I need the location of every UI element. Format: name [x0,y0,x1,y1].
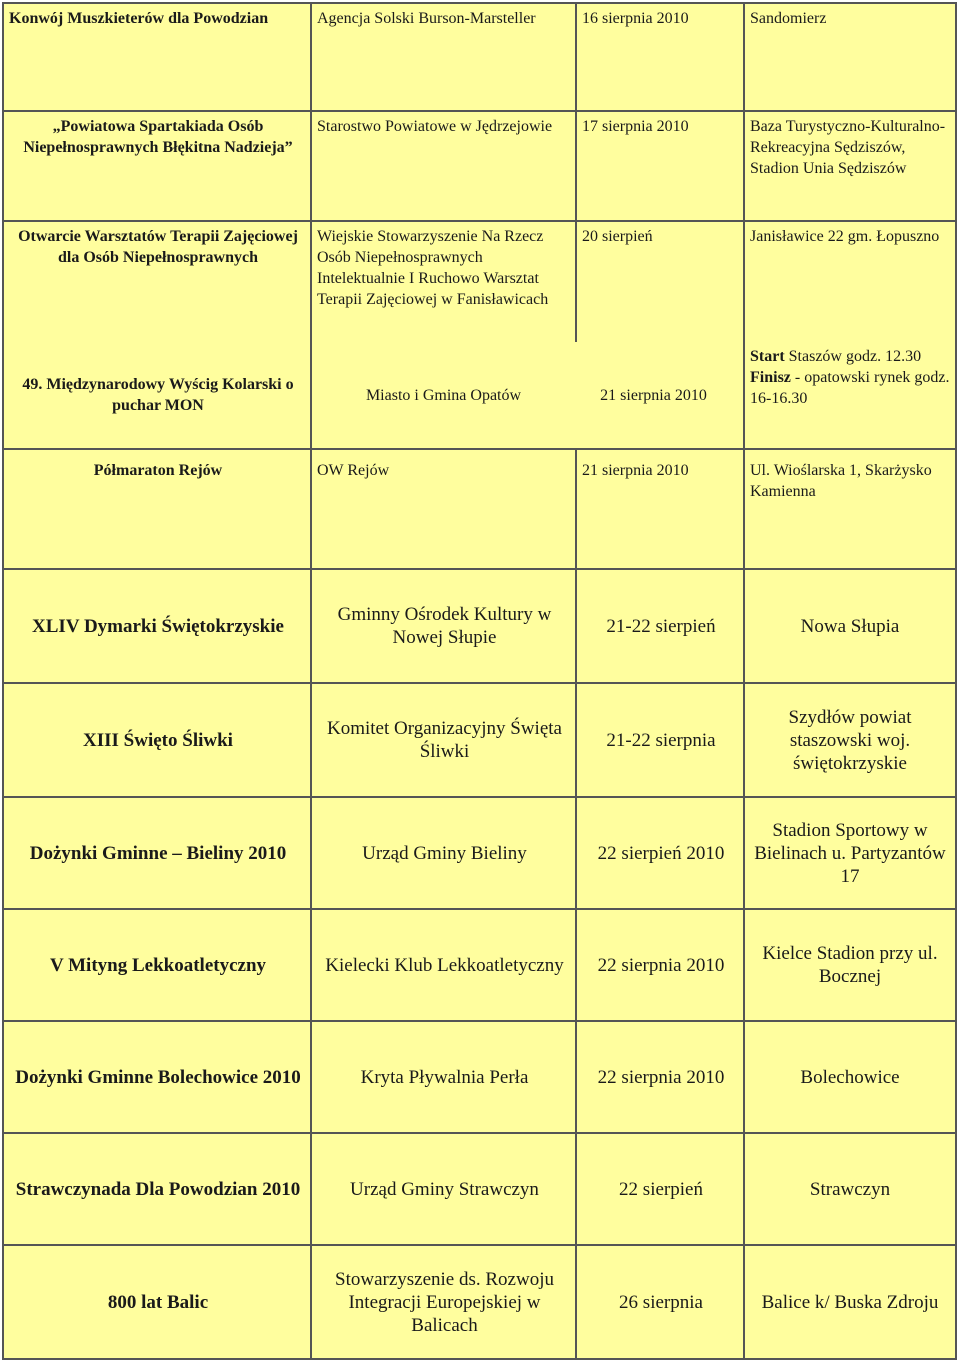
event-date: 20 sierpień [582,228,653,245]
event-organizer [312,1134,577,1244]
table-row [4,342,955,450]
event-date [577,684,745,796]
event-name-text: V Mityng Lekkoatletyczny [49,954,267,976]
event-name-text: Dożynki Gminne Bolechowice 2010 [15,1066,301,1088]
event-date-text: 21-22 sierpnia [606,729,716,751]
event-place-text: Szydłów powiat staszowski woj. świętokrzyskie [788,706,912,774]
event-name-text: XIII Święto Śliwki [83,729,233,751]
event-organizer-date [312,342,745,448]
table-row [4,222,955,342]
event-organizer-text: Gminny Ośrodek Kultury w Nowej Słupie [337,604,552,648]
event-organizer [312,684,577,796]
event-name: Otwarcie Warsztatów Terapii Zajęciowej dla Osób Niepełnosprawnych [18,228,298,266]
event-name [4,1022,312,1132]
event-organizer: Agencja Solski Burson-Marsteller [317,10,536,27]
event-date-text: 21-22 sierpień [606,615,716,637]
event-date: 21 sierpnia 2010 [600,386,707,404]
event-place: Ul. Wioślarska 1, Skarżysko Kamienna [750,462,932,500]
event-name [4,570,312,682]
event-name [4,684,312,796]
table-row [4,798,955,910]
event-name: Konwój Muszkieterów dla Powodzian [9,10,269,27]
event-place: Sandomierz [750,10,827,27]
table-row [4,1246,955,1358]
event-date [577,910,745,1020]
event-date [577,798,745,908]
event-name-text: XLIV Dymarki Świętokrzyskie [32,615,284,637]
table-row [4,112,955,222]
event-name [4,1246,312,1358]
column-divider [575,450,577,1358]
event-organizer-text: Kryta Pływalnia Perła [360,1066,529,1088]
event-place [745,798,955,908]
event-name-text: Dożynki Gminne – Bieliny 2010 [29,842,287,864]
event-place [745,1246,955,1358]
event-place [745,910,955,1020]
event-place [745,570,955,682]
event-place: Baza Turystyczno-Kulturalno-Rekreacyjna Sędziszów, Stadion Unia Sędziszów [750,118,946,177]
event-place-text: Bolechowice [800,1066,900,1088]
table-row [4,910,955,1022]
event-date-text: 22 sierpień [619,1178,703,1200]
event-date-text: 22 sierpień 2010 [597,842,725,864]
table-row [4,4,955,112]
event-name-text: Strawczynada Dla Powodzian 2010 [15,1178,301,1200]
event-organizer: Starostwo Powiatowe w Jędrzejowie [317,118,553,135]
event-organizer-text: Urząd Gminy Strawczyn [350,1178,539,1200]
start-label: Start [750,348,785,365]
event-place [745,1022,955,1132]
event-organizer [312,798,577,908]
event-name-text: 49. Międzynarodowy Wyścig Kolarski o puchar MON [22,376,294,414]
finish-text: - opatowski rynek godz. 16-16.30 [750,369,950,407]
event-place-text: Stadion Sportowy w Bielinach u. Partyzantów 17 [754,819,946,887]
table-row [4,1134,955,1246]
event-name [4,1134,312,1244]
event-organizer: OW Rejów [317,462,390,479]
event-date: 17 sierpnia 2010 [582,118,689,135]
table-row [4,684,955,798]
event-date [577,1022,745,1132]
column-divider [743,4,745,1358]
event-organizer [312,910,577,1020]
event-place [745,342,955,448]
event-place-text: Nowa Słupia [800,615,900,637]
event-place-text: Balice k/ Buska Zdroju [761,1291,939,1313]
finish-label: Finisz [750,369,791,386]
event-organizer: Miasto i Gmina Opatów [365,386,522,404]
event-place [745,1134,955,1244]
event-organizer-text: Kielecki Klub Lekkoatletyczny [325,954,564,976]
event-organizer [312,570,577,682]
column-divider [575,4,577,342]
event-date-text: 22 sierpnia 2010 [597,954,725,976]
event-date-text: 26 sierpnia [619,1291,703,1313]
event-date-text: 22 sierpnia 2010 [597,1066,725,1088]
event-place-text: Strawczyn [809,1178,891,1200]
event-organizer-text: Stowarzyszenie ds. Rozwoju Integracji Europejskiej w Balicach [335,1268,554,1336]
event-date [577,1134,745,1244]
table-row [4,570,955,684]
start-text: Staszów godz. 12.30 [788,348,922,365]
event-place-text: Kielce Stadion przy ul. Bocznej [762,943,938,987]
event-organizer-text: Urząd Gminy Bieliny [362,842,527,864]
event-date: 21 sierpnia 2010 [582,462,689,479]
event-name [4,798,312,908]
event-name: Półmaraton Rejów [93,462,223,479]
event-name [4,910,312,1020]
event-date [577,570,745,682]
event-place: Janisławice 22 gm. Łopuszno [750,228,940,245]
event-organizer: Wiejskie Stowarzyszenie Na Rzecz Osób Niepełnosprawnych Intelektualnie I Ruchowo Warsztat Terapii Zajęciowej w Fanisławicach [317,228,549,308]
event-date: 16 sierpnia 2010 [582,10,689,27]
events-table [2,2,957,1360]
event-place [745,684,955,796]
column-divider [310,4,312,1358]
event-organizer [312,1022,577,1132]
event-name-text: 800 lat Balic [107,1291,209,1313]
table-row [4,450,955,570]
event-name: „Powiatowa Spartakiada Osób Niepełnosprawnych Błękitna Nadzieja” [23,118,293,156]
event-date [577,1246,745,1358]
event-name [4,342,312,448]
event-organizer [312,1246,577,1358]
table-row [4,1022,955,1134]
event-organizer-text: Komitet Organizacyjny Święta Śliwki [327,718,562,762]
